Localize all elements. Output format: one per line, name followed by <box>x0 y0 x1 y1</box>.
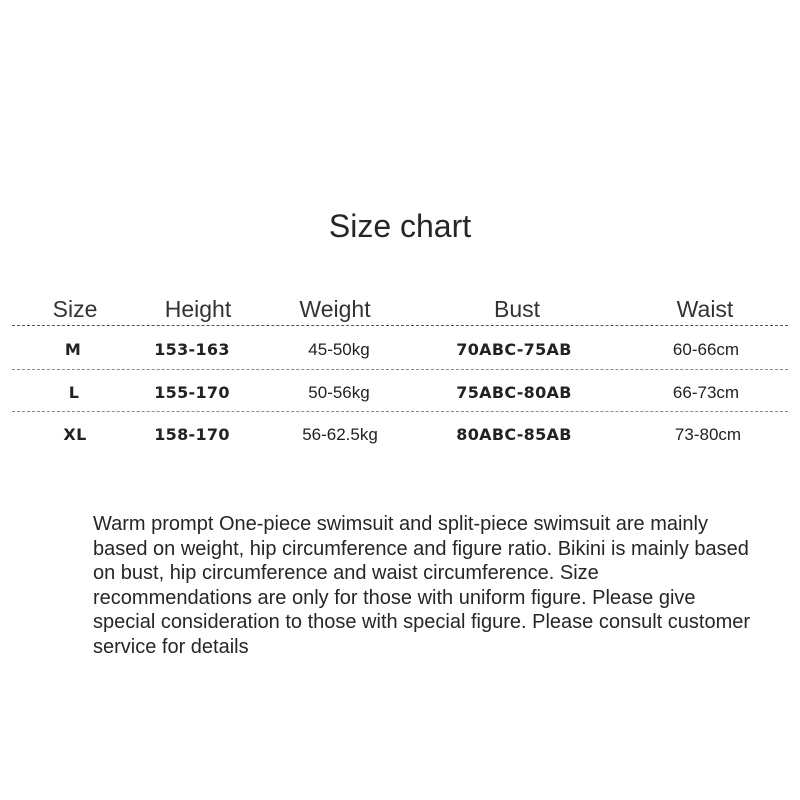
table-header-row <box>12 289 788 329</box>
cell-waist: 60-66cm <box>672 340 740 359</box>
cell-bust: 70ABC-75AB <box>456 340 572 359</box>
cell-weight: 50-56kg <box>308 383 370 402</box>
cell-height: 158-170 <box>154 425 230 444</box>
cell-size: L <box>68 383 80 402</box>
cell-waist: 73-80cm <box>674 425 742 444</box>
header-weight: Weight <box>299 296 371 322</box>
table-row <box>12 415 788 455</box>
cell-height: 155-170 <box>154 383 230 402</box>
cell-size: M <box>64 340 82 359</box>
header-height: Height <box>164 296 232 322</box>
cell-waist: 66-73cm <box>672 383 740 402</box>
header-bust: Bust <box>493 296 541 322</box>
cell-bust: 75ABC-80AB <box>456 383 572 402</box>
cell-size: XL <box>63 425 87 444</box>
size-advice-note: Warm prompt One-piece swimsuit and split-piece swimsuit are mainly based on weight, hip circumference and figure ratio. Bikini is mainly based on bust, hip circumference and waist circumference. Size recommendations are only for those with uniform figure. Please give special consideration to those with special figure. Please consult customer service for details <box>93 513 751 658</box>
cell-bust: 80ABC-85AB <box>456 425 572 444</box>
header-size: Size <box>52 296 98 322</box>
cell-weight: 45-50kg <box>308 340 370 359</box>
table-row <box>12 330 788 370</box>
header-waist: Waist <box>676 296 734 322</box>
cell-height: 153-163 <box>154 340 230 359</box>
row-divider <box>12 369 788 370</box>
page-title: Size chart <box>328 208 472 244</box>
cell-weight: 56-62.5kg <box>302 425 378 444</box>
header-divider <box>12 325 788 326</box>
table-row <box>12 373 788 413</box>
row-divider <box>12 411 788 412</box>
